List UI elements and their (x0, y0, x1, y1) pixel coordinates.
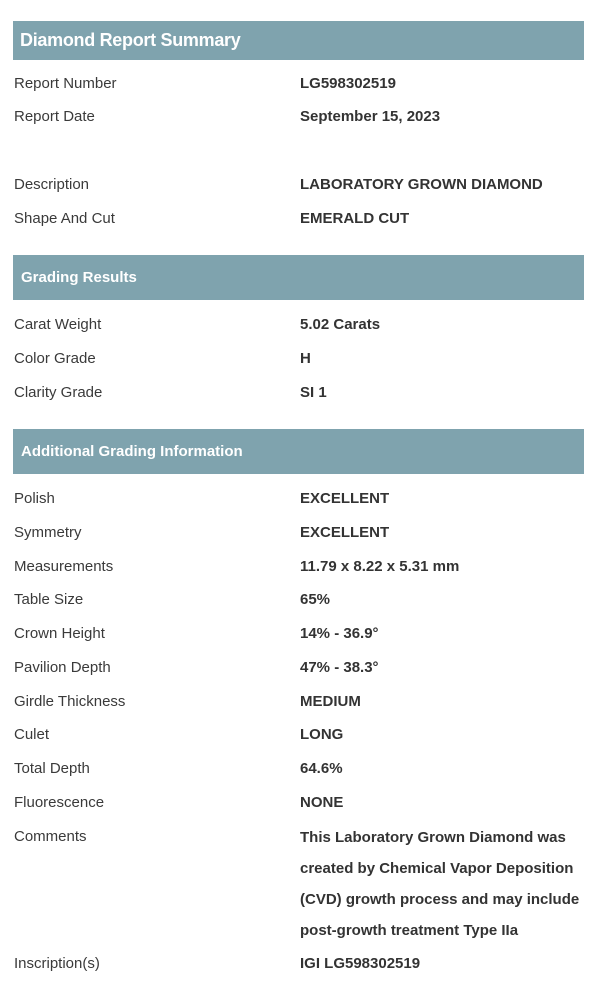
fluorescence-label: Fluorescence (14, 794, 105, 811)
row-culet (14, 724, 589, 746)
inscriptions-value: IGI LG598302519 (300, 955, 421, 972)
comments-label: Comments (14, 828, 87, 845)
row-total-depth (14, 758, 589, 780)
summary-header (13, 21, 584, 60)
shape-and-cut-label: Shape And Cut (14, 210, 115, 227)
inscriptions-label: Inscription(s) (14, 955, 100, 972)
color-grade-label: Color Grade (14, 350, 96, 367)
symmetry-value: EXCELLENT (300, 524, 390, 541)
row-crown-height (14, 623, 589, 645)
culet-value: LONG (300, 726, 344, 743)
symmetry-label: Symmetry (14, 524, 82, 541)
measurements-label: Measurements (14, 558, 114, 575)
measurements-value: 11.79 x 8.22 x 5.31 mm (300, 558, 460, 575)
color-grade-value: H (300, 350, 311, 367)
row-symmetry (14, 522, 589, 544)
grading-title: Grading Results (21, 269, 137, 286)
comments-value: This Laboratory Grown Diamond was created by Chemical Vapor Deposition (CVD) growth process and may include post-growth treatment Type IIa (300, 829, 580, 939)
row-table-size (14, 589, 589, 611)
row-inscriptions (14, 953, 589, 975)
total-depth-value: 64.6% (300, 760, 343, 777)
girdle-thickness-label: Girdle Thickness (14, 693, 126, 710)
crown-height-label: Crown Height (14, 625, 105, 642)
report-date-value: September 15, 2023 (300, 108, 441, 125)
row-report-number (14, 73, 589, 95)
carat-weight-label: Carat Weight (14, 316, 102, 333)
row-girdle-thickness (14, 691, 589, 713)
carat-weight-value: 5.02 Carats (300, 316, 381, 333)
fluorescence-value: NONE (300, 794, 344, 811)
additional-header (13, 429, 584, 474)
report-date-label: Report Date (14, 108, 95, 125)
polish-label: Polish (14, 490, 55, 507)
row-carat-weight (14, 314, 589, 336)
crown-height-value: 14% - 36.9° (300, 625, 379, 642)
row-comments (14, 826, 589, 950)
report-number-label: Report Number (14, 75, 117, 92)
report-number-value: LG598302519 (300, 75, 396, 92)
polish-value: EXCELLENT (300, 490, 390, 507)
culet-label: Culet (14, 726, 50, 743)
girdle-thickness-value: MEDIUM (300, 693, 361, 710)
row-fluorescence (14, 792, 589, 814)
pavilion-depth-label: Pavilion Depth (14, 659, 111, 676)
clarity-grade-label: Clarity Grade (14, 384, 103, 401)
row-color-grade (14, 348, 589, 370)
row-pavilion-depth (14, 657, 589, 679)
row-description (14, 174, 589, 196)
row-measurements (14, 556, 589, 578)
row-shape-and-cut (14, 208, 589, 230)
row-report-date (14, 106, 589, 128)
total-depth-label: Total Depth (14, 760, 90, 777)
clarity-grade-value: SI 1 (300, 384, 327, 401)
grading-header (13, 255, 584, 300)
table-size-value: 65% (300, 591, 331, 608)
shape-and-cut-value: EMERALD CUT (300, 210, 410, 227)
row-clarity-grade (14, 382, 589, 404)
row-polish (14, 488, 589, 510)
description-label: Description (14, 176, 90, 193)
description-value: LABORATORY GROWN DIAMOND (300, 176, 543, 193)
pavilion-depth-value: 47% - 38.3° (300, 659, 379, 676)
table-size-label: Table Size (14, 591, 84, 608)
additional-title: Additional Grading Information (21, 443, 243, 460)
summary-title: Diamond Report Summary (20, 30, 241, 50)
